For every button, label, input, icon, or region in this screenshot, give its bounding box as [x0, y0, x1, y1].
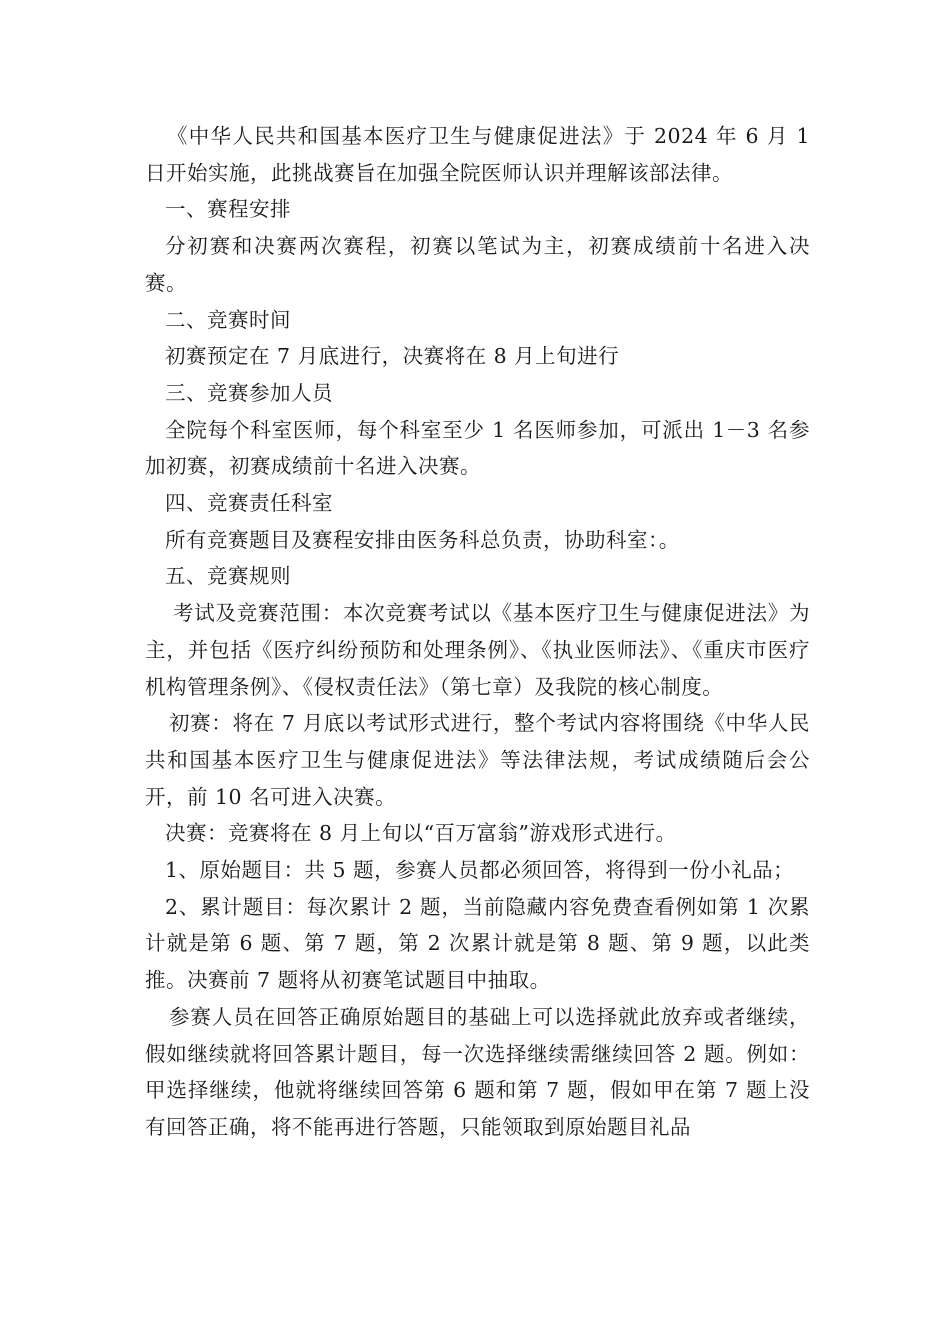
section-heading-time: 二、竞赛时间 — [165, 307, 291, 332]
continue-paragraph: 参赛人员在回答正确原始题目的基础上可以选择就此放弃或者继续，假如继续就将回答累计题目，每一次选择继续需继续回答 2 题。例如：甲选择继续，他就将继续回答第 6 题和第 7 题，假如甲在第 7 题上没有回答正确，将不能再进行答题，只能领取到原始题目礼品 — [145, 1004, 810, 1139]
section-heading-responsible: 四、竞赛责任科室 — [165, 491, 333, 516]
preliminary-paragraph: 初赛：将在 7 月底以考试形式进行，整个考试内容将围绕《中华人民共和国基本医疗卫生与健康促进法》等法律法规，考试成绩随后会公开，前 10 名可进入决赛。 — [145, 711, 810, 809]
rule-2-paragraph: 2、累计题目：每次累计 2 题，当前隐藏内容免费查看例如第 1 次累计就是第 6 题、第 7 题，第 2 次累计就是第 8 题、第 9 题，以此类推。决赛前 7 题将从初赛笔试题目中抽取。 — [145, 894, 810, 993]
final-paragraph: 决赛：竞赛将在 8 月上旬以“百万富翁”游戏形式进行。 — [165, 821, 677, 846]
section-heading-participants: 三、竞赛参加人员 — [165, 380, 333, 405]
section-heading-schedule: 一、赛程安排 — [165, 197, 291, 222]
time-paragraph: 初赛预定在 7 月底进行，决赛将在 8 月上旬进行 — [165, 344, 620, 369]
intro-paragraph: 《中华人民共和国基本医疗卫生与健康促进法》于 2024 年 6 月 1 日开始实施，此挑战赛旨在加强全院医师认识并理解该部法律。 — [145, 124, 810, 185]
scope-paragraph: 考试及竞赛范围：本次竞赛考试以《基本医疗卫生与健康促进法》为主，并包括《医疗纠纷预防和处理条例》、《执业医师法》、《重庆市医疗机构管理条例》、《侵权责任法》（第七章）及我院的核心制度。 — [145, 601, 810, 699]
participants-paragraph: 全院每个科室医师，每个科室至少 1 名医师参加，可派出 1－3 名参加初赛，初赛成绩前十名进入决赛。 — [145, 417, 810, 479]
rule-1-paragraph: 1、原始题目：共 5 题，参赛人员都必须回答，将得到一份小礼品； — [165, 858, 795, 883]
document-body — [145, 118, 810, 1146]
responsible-paragraph: 所有竞赛题目及赛程安排由医务科总负责，协助科室：。 — [165, 527, 680, 552]
schedule-paragraph: 分初赛和决赛两次赛程，初赛以笔试为主，初赛成绩前十名进入决赛。 — [145, 234, 810, 295]
section-heading-rules: 五、竞赛规则 — [165, 564, 291, 589]
